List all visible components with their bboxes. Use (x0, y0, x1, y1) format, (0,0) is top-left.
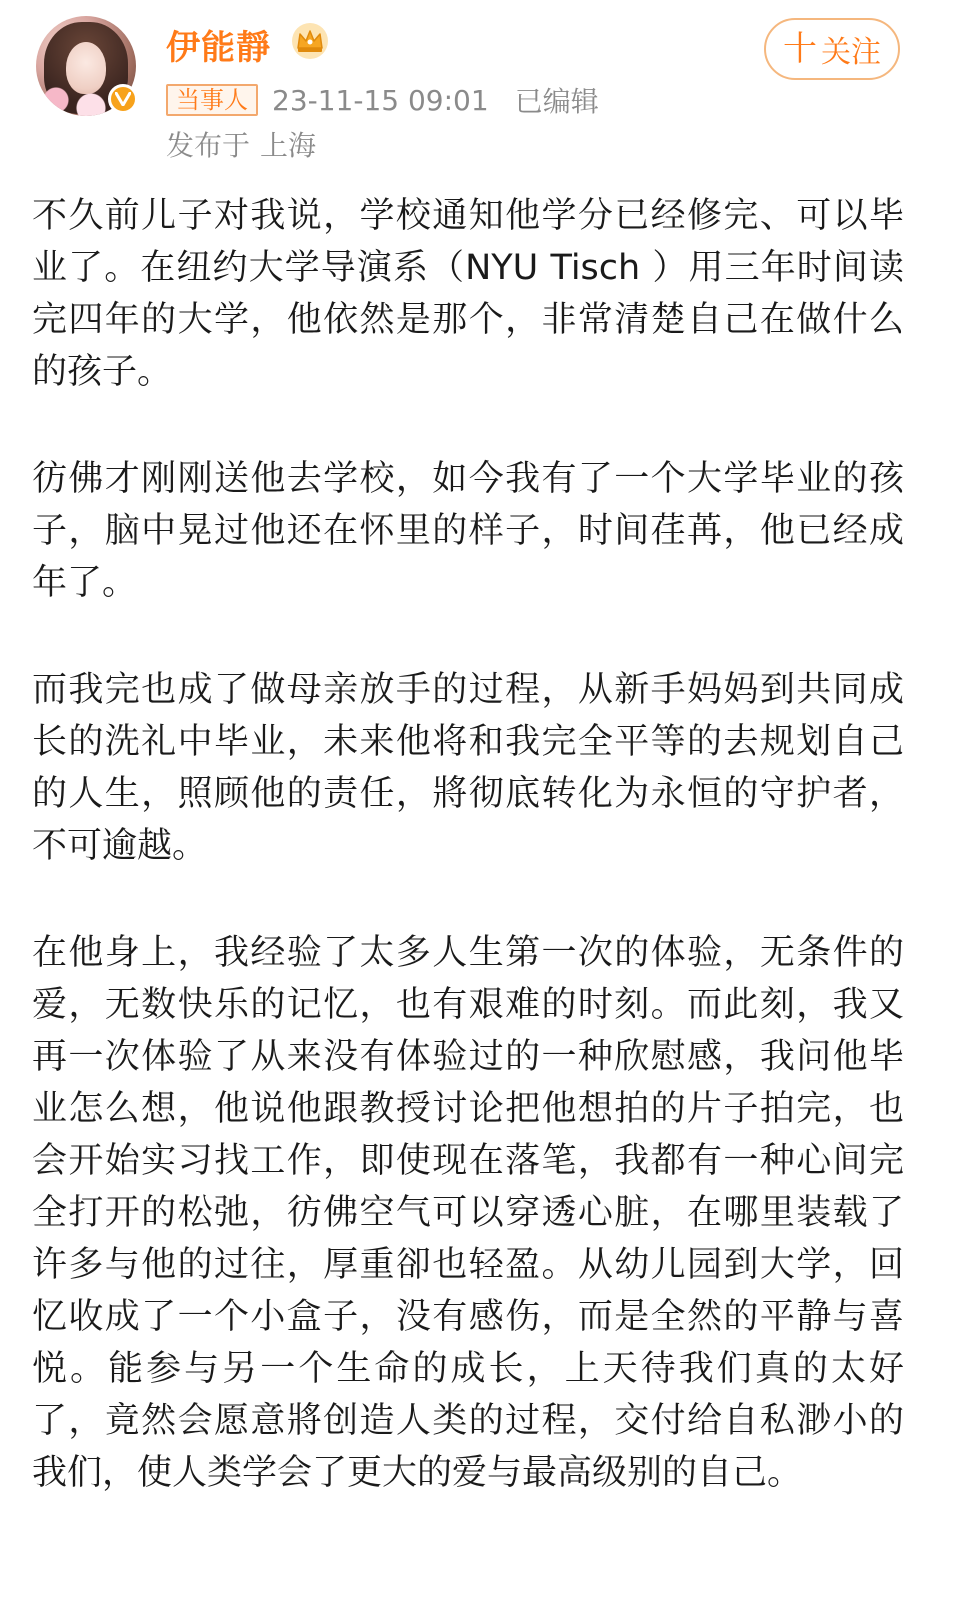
post-body (32, 190, 904, 1554)
plus-icon: 十 (783, 29, 817, 69)
follow-button[interactable] (764, 18, 900, 80)
crown-icon (290, 22, 330, 60)
post-paragraph: 不久前儿子对我说，学校通知他学分已经修完、可以毕业了。在纽约大学导演系（NYU Tisch ）用三年时间读完四年的大学，他依然是那个，非常清楚自己在做什么的孩子。 (32, 196, 904, 392)
party-tag: 当事人 (166, 84, 258, 116)
location-prefix: 发布于 (166, 129, 251, 162)
author-avatar[interactable] (36, 16, 136, 116)
post-meta (166, 82, 599, 118)
post-paragraph: 彷佛才刚刚送他去学校，如今我有了一个大学毕业的孩子，脑中晃过他还在怀里的样子，时间荏苒，他已经成年了。 (32, 459, 904, 603)
post-timestamp: 23-11-15 09:01 (272, 83, 489, 117)
post-paragraph: 而我完也成了做母亲放手的过程，从新手妈妈到共同成长的洗礼中毕业，未来他将和我完全平等的去规划自己的人生，照顾他的责任，將彻底转化为永恒的守护者，不可逾越。 (32, 670, 904, 866)
post-header (0, 0, 960, 175)
edited-label[interactable]: 已编辑 (514, 85, 599, 118)
post-location (166, 124, 316, 164)
location-city: 上海 (260, 129, 317, 162)
verified-v-icon (108, 84, 138, 114)
post-paragraph: 在他身上，我经验了太多人生第一次的体验，无条件的爱，无数快乐的记忆，也有艰难的时刻。而此刻，我又再一次体验了从来没有体验过的一种欣慰感，我问他毕业怎么想，他说他跟教授讨论把他想拍的片子拍完，也会开始实习找工作，即使现在落笔，我都有一种心间完全打开的松弛，彷佛空气可以穿透心脏，在哪里装载了许多与他的过往，厚重卻也轻盈。从幼儿园到大学，回忆收成了一个小盒子，没有感伤，而是全然的平静与喜悦。能参与另一个生命的成长，上天待我们真的太好了，竟然会愿意將创造人类的过程，交付给自私渺小的我们，使人类学会了更大的爱与最高级别的自己。 (32, 933, 904, 1493)
author-name[interactable]: 伊能靜 (166, 28, 271, 68)
follow-label: 关注 (821, 35, 881, 70)
